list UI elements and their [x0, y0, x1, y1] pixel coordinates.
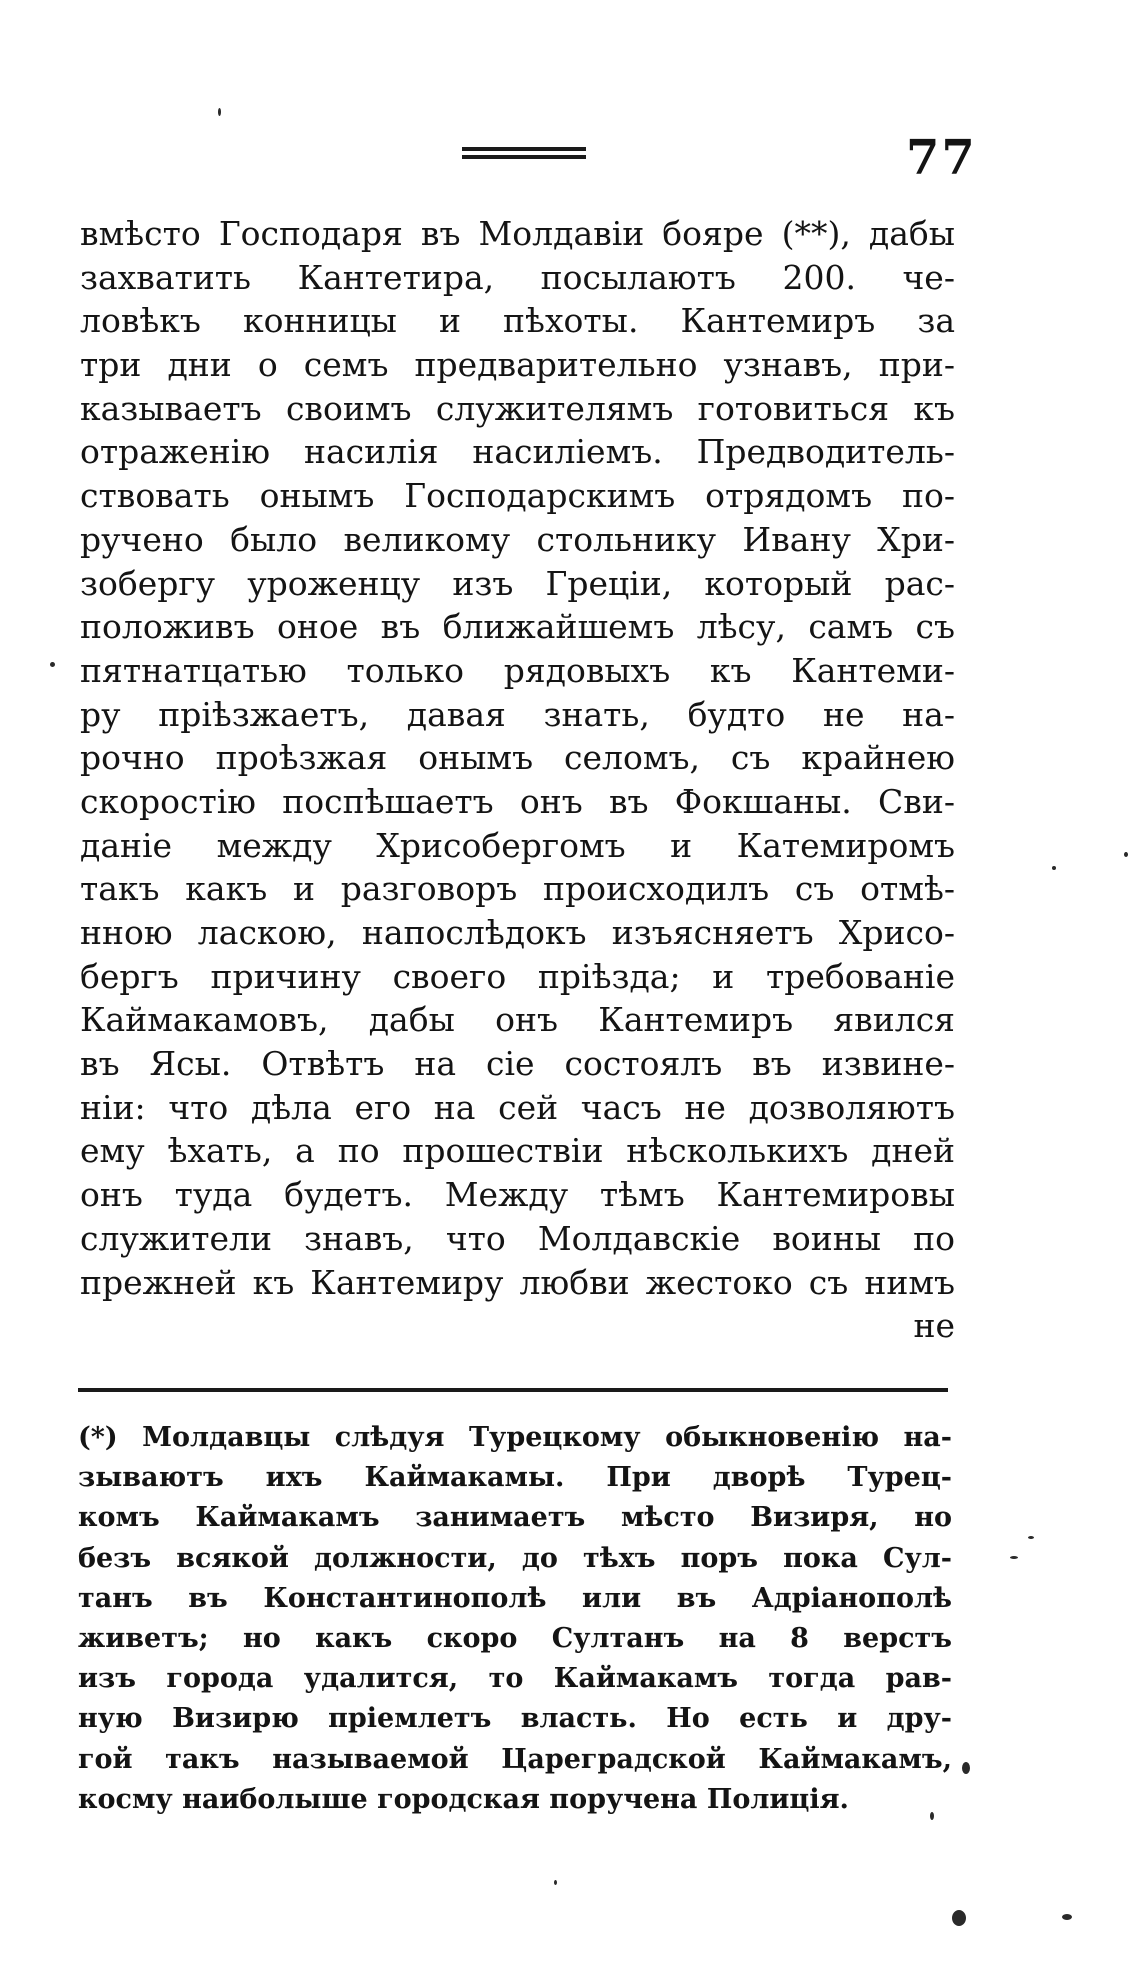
ink-speck: [1062, 1914, 1072, 1920]
text-line: даніе между Хрисобергомъ и Катемиромъ: [80, 825, 955, 865]
ink-speck: [930, 1812, 934, 1820]
ink-speck: [962, 1762, 970, 1774]
footnote-line: изъ города удалится, то Каймакамъ тогда рав-: [78, 1663, 952, 1695]
text-line: ручено было великому стольнику Ивану Хри-: [80, 519, 955, 559]
ink-speck: [218, 108, 221, 116]
text-line: Каймакамовъ, дабы онъ Кантемиръ явился: [80, 1000, 955, 1040]
text-line: захватить Кантетира, посылаютъ 200. че-: [80, 257, 955, 297]
text-line: ловѣкъ конницы и пѣхоты. Кантемиръ за: [80, 301, 955, 341]
footnote-line: безъ всякой должности, до тѣхъ поръ пока Сул-: [78, 1542, 952, 1574]
footnote-line: комъ Каймакамъ занимаетъ мѣсто Визиря, но: [78, 1502, 952, 1534]
ink-speck: [1124, 852, 1128, 857]
footnote-line: (*) Молдавцы слѣдуя Турецкому обыкновенію на-: [78, 1422, 952, 1453]
text-line: зобергу уроженцу изъ Греціи, который рас-: [80, 563, 955, 603]
main-text: [80, 212, 955, 1348]
text-line: казываетъ своимъ служителямъ готовиться къ: [80, 388, 955, 428]
text-line: ему ѣхать, а по прошествіи нѣсколькихъ дней: [80, 1131, 955, 1171]
ink-speck: [1052, 866, 1056, 870]
text-line: скоростію поспѣшаетъ онъ въ Фокшаны. Сви-: [80, 781, 955, 821]
text-line: ру пріѣзжаетъ, давая знать, будто не на-: [80, 694, 955, 734]
footnote-separator: [78, 1388, 948, 1392]
text-line: бергъ причину своего пріѣзда; и требованіе: [80, 956, 955, 996]
footnote: [78, 1418, 952, 1820]
header-double-rule: [462, 147, 586, 159]
text-line: нною ласкою, напослѣдокъ изъясняетъ Хрисо-: [80, 913, 955, 952]
ink-speck: [50, 662, 55, 667]
ink-speck: [1028, 1536, 1034, 1539]
ink-speck: [554, 1880, 557, 1885]
ink-speck: [952, 1910, 966, 1926]
text-line: ствовать онымъ Господарскимъ отрядомъ по-: [80, 476, 955, 516]
footnote-line: зываютъ ихъ Каймакамы. При дворѣ Турец-: [78, 1462, 952, 1494]
text-line: три дни о семъ предварительно узнавъ, при-: [80, 345, 955, 385]
text-line: прежней къ Кантемиру любви жестоко съ нимъ: [80, 1262, 955, 1302]
text-line: пятнатцатью только рядовыхъ къ Кантеми-: [80, 650, 955, 690]
text-line: такъ какъ и разговоръ происходилъ съ отмѣ-: [80, 869, 955, 909]
page-number: 77: [906, 130, 977, 186]
text-line: онъ туда будетъ. Между тѣмъ Кантемировы: [80, 1175, 955, 1215]
text-line: положивъ оное въ ближайшемъ лѣсу, самъ съ: [80, 607, 955, 647]
footnote-line: ную Визирю пріемлетъ власть. Но есть и дру-: [78, 1703, 952, 1735]
text-line: вмѣсто Господаря въ Молдавіи бояре (**), дабы: [80, 214, 955, 253]
text-line: ніи: что дѣла его на сей часъ не дозволяютъ: [80, 1087, 955, 1127]
ink-speck: [1010, 1556, 1018, 1559]
text-line: отраженію насилія насиліемъ. Предводитель-: [80, 432, 955, 472]
text-line: рочно проѣзжая онымъ селомъ, съ крайнею: [80, 738, 955, 778]
footnote-line: живетъ; но какъ скоро Султанъ на 8 верстъ: [78, 1622, 952, 1654]
catchword: не: [913, 1306, 955, 1346]
footnote-line: косму наиболыше городская поручена Полиція.: [78, 1783, 849, 1815]
text-line: въ Ясы. Отвѣтъ на сіе состоялъ въ извине-: [80, 1044, 955, 1084]
footnote-line: гой такъ называемой Цареградской Каймакамъ,: [78, 1743, 952, 1775]
footnote-line: танъ въ Константинополѣ или въ Адріанополѣ: [78, 1582, 952, 1614]
text-line: служители знавъ, что Молдавскіе воины по: [80, 1218, 955, 1258]
